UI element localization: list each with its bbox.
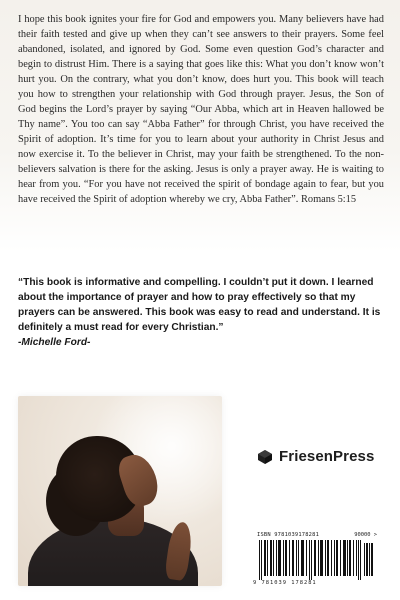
praying-woman-photo — [18, 396, 222, 586]
publisher-name: FriesenPress — [279, 448, 375, 465]
isbn-barcode — [253, 532, 379, 588]
testimonial — [18, 275, 384, 350]
barcode-digits: 9 781039 178281 — [253, 580, 317, 586]
barcode-bars — [257, 540, 375, 580]
testimonial-author: -Michelle Ford- — [18, 337, 91, 348]
testimonial-text: “This book is informative and compelling. I couldn’t put it down. I learned about the importance of prayer and how to pray effectively so that my prayers can be answered. This book was easy to read and understand. It is definitely a must read for every Christian.” — [18, 277, 381, 333]
price-code: 90000 > — [354, 532, 377, 538]
isbn-label: ISBN 9781039178281 — [257, 532, 320, 538]
friesenpress-cube-icon — [257, 449, 273, 465]
blurb-paragraph: I hope this book ignites your fire for God and empowers you. Many believers have had their faith tested and give up when they can’t see answers to their prayers. Some feel abandoned, isolated, and ignored by God. Some even question God’s character and begin to distrust Him. There is a saying that goes like this: What you don’t know won’t hurt you. On the contrary, what you don’t know, does hurt you. This book will teach you how to strengthen your relationship with God through prayer. Jesus, the Son of God begins the Lord’s prayer by saying “Our Abba, which art in Heaven hallowed be Thy name”. You too can say “Abba Father” for through Christ, you have received the Spirit of adoption. It’s time for you to learn about your authority in Christ Jesus and now exercise it. To the believer in Christ, may your faith be strengthened. To the non-believers salvation is there for the asking. Jesus is only a prayer away. He is waiting to hear from you. “For you have not received the spirit of bondage again to fear, but you have received the Spirit of adoption whereby we cry, Abba Father”. Romans 5:15 — [18, 14, 384, 205]
publisher-logo — [257, 448, 374, 465]
